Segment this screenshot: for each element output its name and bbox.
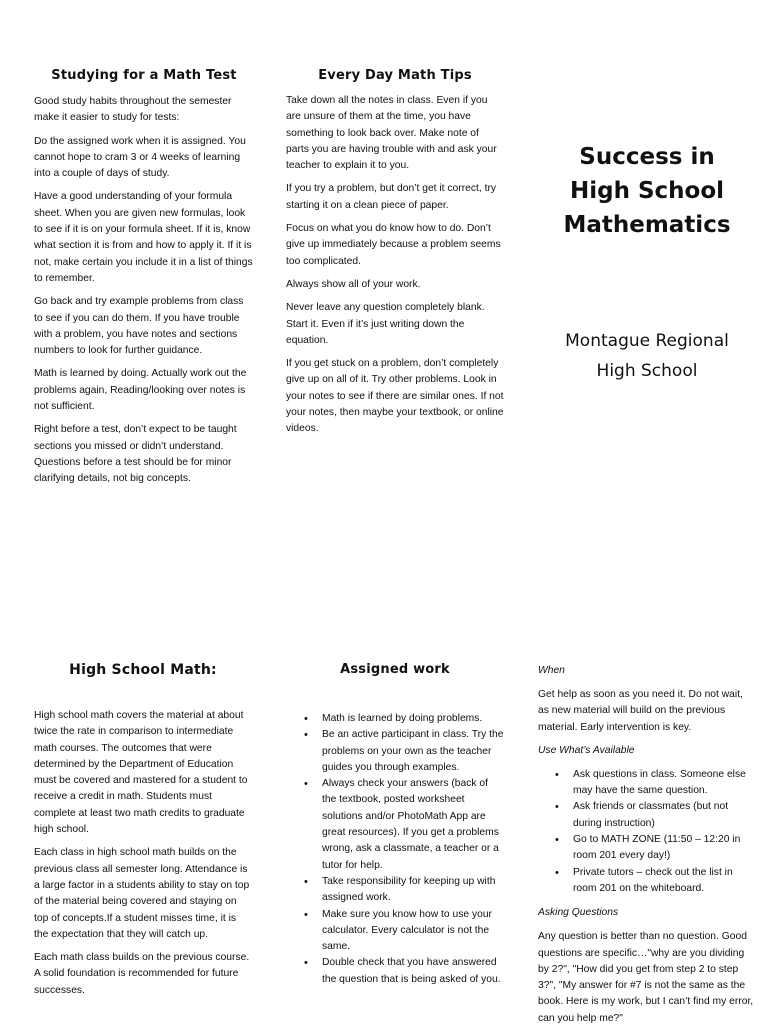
tips-paragraph: Never leave any question completely blank. Start it. Even if it’s just writing down the equation.: [286, 302, 485, 346]
studying-paragraph: Good study habits throughout the semester make it easier to study for tests:: [34, 96, 232, 124]
asking-heading: Asking Questions: [538, 907, 619, 919]
tips-paragraph: If you get stuck on a problem, don’t completely give up on all of it. Try other problems. Look in your notes to see if there are similar ones. If not your notes, then maybe your textbook, or online videos.: [286, 358, 504, 435]
help-panel: [538, 663, 756, 1034]
assigned-heading: Assigned work: [340, 662, 450, 677]
studying-paragraph: Do the assigned work when it is assigned. You cannot hope to cram 3 or 4 weeks of learning into a couple of days of study.: [34, 135, 246, 180]
list-item: • Double check that you have answered the question that is being asked of you.: [322, 955, 504, 988]
when-text: Get help as soon as you need it. Do not wait, as new material will build on the previous material. Early intervention is key.: [538, 689, 743, 733]
tips-paragraph: Always show all of your work.: [286, 278, 421, 290]
title-line: Success in: [579, 144, 715, 170]
list-item: • Take responsibility for keeping up with assigned work.: [322, 874, 504, 907]
studying-paragraph: Math is learned by doing. Actually work out the problems again, Reading/looking over notes is not sufficient.: [34, 368, 247, 413]
list-item: • Always check your answers (back of the textbook, posted worksheet solutions and/or PhotoMath App are great resources). If you get a problems wrong, ask a classmate, a teacher or a tutor for help.: [322, 776, 504, 874]
studying-paragraph: Go back and try example problems from class to see if you can do them. If you have trouble with a problem, you have notes and sections numbers to look for further guidance.: [34, 296, 244, 357]
hs-math-paragraph: Each class in high school math builds on the previous class all semester long. Attendance is a large factor in a students ability to stay on top of the material being covered and staying on top of concepts.If a student misses time, it is the expectation that they will catch up.: [34, 847, 250, 940]
list-item: • Math is learned by doing problems.: [322, 711, 504, 727]
hs-math-paragraph: Each math class builds on the previous course. A solid foundation is recommended for future successes.: [34, 952, 250, 996]
tips-paragraph: Take down all the notes in class. Even if you are unsure of them at the time, you have something to look back over. Make note of parts you are having trouble with and ask your teacher to explain it to you.: [286, 95, 497, 172]
asking-text: Any question is better than no question. Good questions are specific…"why are you dividing by 2?", "How did you get from step 2 to step 3?", "My answer for #7 is not the same as the book. Here is my work, but I can’t find my error, can you help me?": [538, 931, 754, 1024]
cover-panel: [536, 140, 758, 386]
list-item: • Go to MATH ZONE (11:50 – 12:20 in room 201 every day!): [573, 832, 756, 865]
studying-paragraph: Right before a test, don’t expect to be taught sections you missed or didn’t understand. Questions before a test should be for minor clarifying details, not big concepts.: [34, 424, 237, 485]
school-line: Montague Regional: [565, 331, 729, 351]
studying-heading: Studying for a Math Test: [51, 68, 237, 83]
assigned-list: [286, 711, 504, 988]
title-line: Mathematics: [563, 212, 731, 238]
tips-heading: Every Day Math Tips: [318, 68, 472, 83]
available-list: [538, 767, 756, 897]
hs-math-paragraph: High school math covers the material at about twice the rate in comparison to intermediate math courses. The outcomes that were determined by the Department of Education must be covered and mastered for a student to receive a credit in math. Students must complete at least two math credits to graduate high school.: [34, 710, 248, 836]
tips-paragraph: Focus on what you do know how to do. Don’t give up immediately because a problem seems too complicated.: [286, 223, 501, 267]
list-item: • Make sure you know how to use your calculator. Every calculator is not the same.: [322, 907, 504, 956]
hs-math-heading: High School Math:: [69, 662, 217, 678]
list-item: • Be an active participant in class. Try the problems on your own as the teacher guides you through examples.: [322, 727, 504, 776]
assigned-panel: [286, 662, 504, 988]
list-item: • Private tutors – check out the list in room 201 on the whiteboard.: [573, 865, 756, 898]
tips-panel: [286, 68, 504, 445]
school-line: High School: [596, 361, 698, 381]
list-item: • Ask questions in class. Someone else may have the same question.: [573, 767, 756, 800]
tips-paragraph: If you try a problem, but don’t get it correct, try starting it on a clean piece of paper.: [286, 183, 497, 211]
list-item: • Ask friends or classmates (but not during instruction): [573, 799, 756, 832]
studying-panel: [34, 68, 254, 495]
studying-paragraph: Have a good understanding of your formula sheet. When you are given new formulas, look to see if it is on your formula sheet. If it is, know what section it is from and how to apply it. If it is not, make certain you include it in a list of things to remember.: [34, 191, 253, 284]
when-heading: When: [538, 665, 565, 676]
title-line: High School: [569, 178, 725, 204]
available-heading: Use What’s Available: [538, 744, 635, 756]
school-name: [536, 326, 758, 386]
hs-math-panel: [34, 662, 252, 1006]
document-title: [536, 140, 758, 242]
